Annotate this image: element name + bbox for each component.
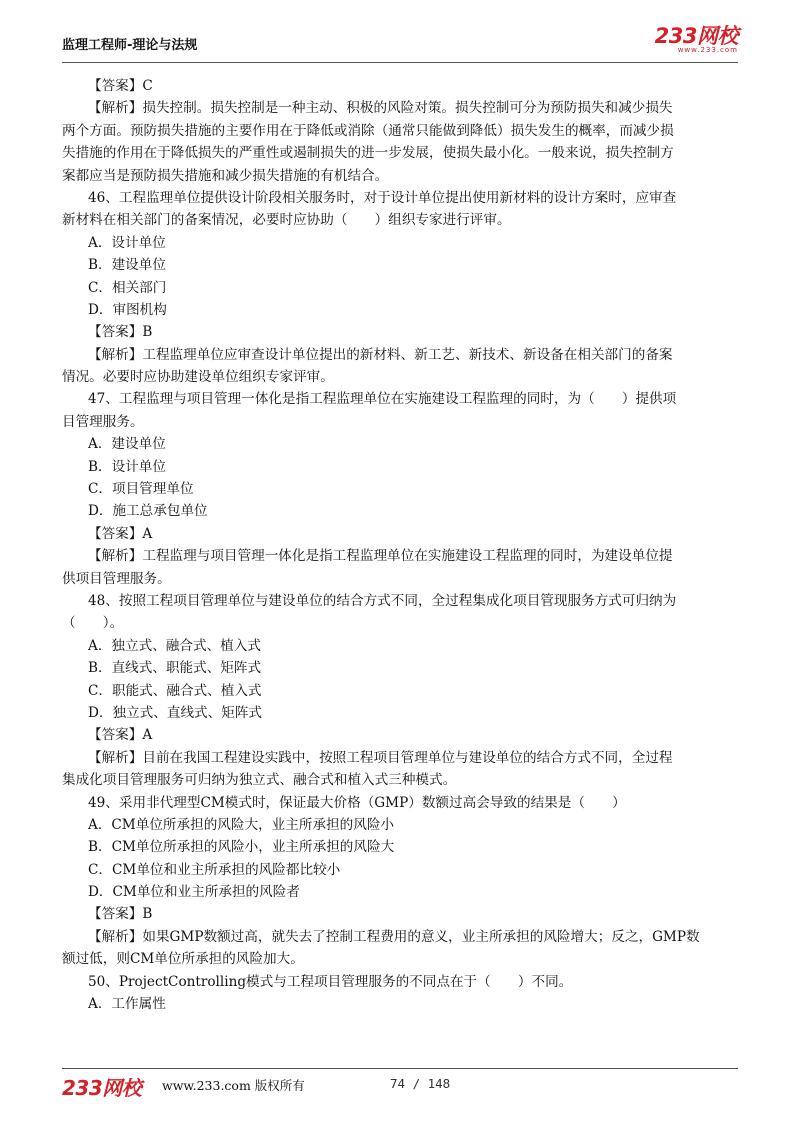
explanation-line: 情况。必要时应协助建设单位组织专家评审。	[62, 369, 334, 386]
footer-divider	[62, 1068, 738, 1069]
logo-text: 233网校	[654, 24, 738, 48]
option-line: A．工作属性	[88, 996, 166, 1013]
option-line: C．项目管理单位	[88, 481, 194, 498]
question-line: 新材料在相关部门的备案情况，必要时应协助（ ）组织专家进行评审。	[62, 212, 511, 229]
option-line: A．独立式、融合式、植入式	[88, 637, 261, 654]
question-line: 47、工程监理与项目管理一体化是指工程监理单位在实施建设工程监理的同时，为（ ）提供项	[88, 391, 677, 408]
question-line: 49、采用非代理型CM模式时，保证最大价格（GMP）数额过高会导致的结果是（ ）	[88, 794, 626, 811]
option-line: A．CM单位所承担的风险大，业主所承担的风险小	[88, 816, 395, 833]
option-line: B．设计单位	[88, 458, 166, 475]
explanation-line: 【解析】损失控制。损失控制是一种主动、积极的风险对策。损失控制可分为预防损失和减少损失	[88, 100, 673, 117]
option-line: A．建设单位	[88, 436, 166, 453]
answer-line: 【答案】C	[88, 78, 153, 94]
option-line: B．CM单位所承担的风险小，业主所承担的风险大	[88, 839, 395, 856]
answer-line: 【答案】B	[88, 906, 153, 923]
answer-line: 【答案】A	[88, 727, 153, 744]
option-line: C．CM单位和业主所承担的风险都比较小	[88, 861, 341, 878]
option-line: C．相关部门	[88, 279, 167, 296]
logo-url: www.233.com	[677, 46, 738, 54]
option-line: D．CM单位和业主所承担的风险者	[88, 884, 300, 901]
document-body	[62, 75, 738, 1015]
explanation-line: 供项目管理服务。	[62, 570, 171, 587]
option-line: B．直线式、职能式、矩阵式	[88, 660, 262, 677]
answer-line: 【答案】B	[88, 324, 153, 341]
question-line: （ ）。	[62, 615, 124, 632]
explanation-line: 【解析】如果GMP数额过高，就失去了控制工程费用的意义，业主所承担的风险增大；反之，GMP数	[88, 928, 700, 945]
explanation-line: 额过低，则CM单位所承担的风险加大。	[62, 951, 304, 968]
option-line: B．建设单位	[88, 257, 166, 274]
copyright-text: www.233.com 版权所有	[162, 1078, 305, 1093]
question-line: 50、ProjectControlling模式与工程项目管理服务的不同点在于（ ）不同。	[88, 973, 573, 990]
page-number: 74 / 148	[390, 1076, 451, 1091]
option-line: D．独立式、直线式、矩阵式	[88, 704, 263, 721]
question-line: 48、按照工程项目管理单位与建设单位的结合方式不同，全过程集成化项目管现服务方式可归纳为	[88, 592, 677, 609]
explanation-line: 【解析】工程监理单位应审查设计单位提出的新材料、新工艺、新技术、新设备在相关部门的备案	[88, 346, 673, 363]
option-line: A．设计单位	[88, 234, 166, 251]
answer-line: 【答案】A	[88, 525, 153, 542]
option-line: D．施工总承包单位	[88, 503, 208, 520]
explanation-line: 案都应当是预防损失措施和减少损失措施的有机结合。	[62, 167, 389, 184]
option-line: D．审图机构	[88, 301, 167, 318]
page-header	[62, 26, 738, 60]
question-line: 46、工程监理单位提供设计阶段相关服务时，对于设计单位提出使用新材料的设计方案时，应审查	[88, 189, 677, 206]
question-line: 目管理服务。	[62, 413, 144, 430]
page-footer	[62, 1072, 738, 1098]
footer-logo-text: 233网校	[62, 1076, 142, 1100]
document-title: 监理工程师-理论与法规	[62, 38, 198, 53]
brand-logo	[655, 26, 738, 54]
explanation-line: 两个方面。预防损失措施的主要作用在于降低或消除（通常只能做到降低）损失发生的概率，而减少损	[62, 122, 674, 139]
explanation-line: 【解析】工程监理与项目管理一体化是指工程监理单位在实施建设工程监理的同时，为建设单位提	[88, 548, 673, 565]
explanation-line: 失措施的作用在于降低损失的严重性或遏制损失的进一步发展，使损失最小化。一般来说，损失控制方	[62, 145, 674, 162]
explanation-line: 【解析】目前在我国工程建设实践中，按照工程项目管理单位与建设单位的结合方式不同，全过程	[88, 749, 673, 766]
option-line: C．职能式、融合式、植入式	[88, 682, 262, 699]
explanation-line: 集成化项目管理服务可归纳为独立式、融合式和植入式三种模式。	[62, 772, 457, 789]
header-divider	[62, 62, 738, 63]
